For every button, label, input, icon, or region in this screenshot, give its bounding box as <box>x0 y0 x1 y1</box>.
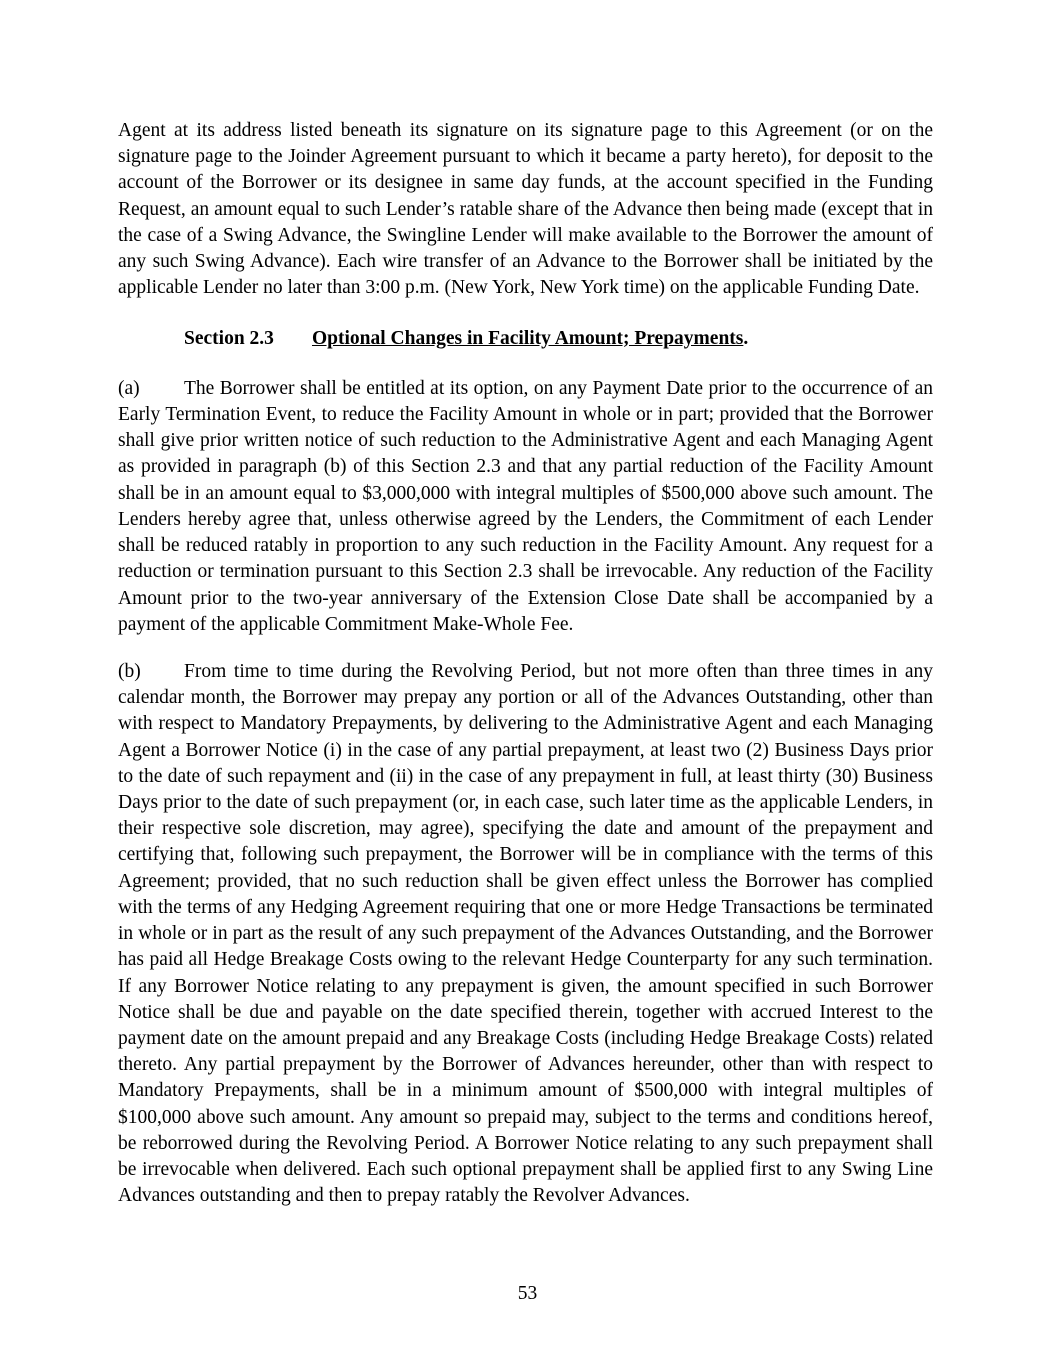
clause-a <box>118 376 933 638</box>
paragraph-continued <box>118 118 933 302</box>
section-number: Section 2.3 <box>184 327 274 349</box>
clause-a-text: The Borrower shall be entitled at its option, on any Payment Date prior to the occurrence of an Early Termination Event, to reduce the Facility Amount in whole or in part; provided that the Borrower shall give prior written notice of such reduction to the Administrative Agent and each Managing Agent as provided in paragraph (b) of this Section 2.3 and that any partial reduction of the Facility Amount shall be in an amount equal to $3,000,000 with integral multiples of $500,000 above such amount. The Lenders hereby agree that, unless otherwise agreed by the Lenders, the Commitment of each Lender shall be reduced ratably in proportion to any such reduction in the Facility Amount. Any request for a reduction or termination pursuant to this Section 2.3 shall be irrevocable. Any reduction of the Facility Amount prior to the two-year anniversary of the Extension Close Date shall be accompanied by a payment of the applicable Commitment Make-Whole Fee. <box>118 377 933 635</box>
section-heading <box>118 326 933 352</box>
page-number: 53 <box>517 1283 538 1304</box>
clause-a-label: (a) <box>118 377 140 399</box>
section-title: Optional Changes in Facility Amount; Prepayments <box>312 327 744 349</box>
section-title-period: . <box>743 327 749 349</box>
clause-b-label: (b) <box>118 660 141 682</box>
clause-b-text: From time to time during the Revolving Period, but not more often than three times in any calendar month, the Borrower may prepay any portion or all of the Advances Outstanding, other than with respect to Mandatory Prepayments, by delivering to the Administrative Agent and each Managing Agent a Borrower Notice (i) in the case of any partial prepayment, at least two (2) Business Days prior to the date of such repayment and (ii) in the case of any prepayment in full, at least thirty (30) Business Days prior to the date of such prepayment (or, in each case, such later time as the applicable Lenders, in their respective sole discretion, may agree), specifying the date and amount of the prepayment and certifying that, following such prepayment, the Borrower will be in compliance with the terms of this Agreement; provided, that no such reduction shall be given effect unless the Borrower has complied with the terms of any Hedging Agreement requiring that one or more Hedge Transactions be terminated in whole or in part as the result of any such prepayment of the Advances Outstanding, and the Borrower has paid all Hedge Breakage Costs owing to the relevant Hedge Counterparty for any such termination. If any Borrower Notice relating to any prepayment is given, the amount specified in such Borrower Notice shall be due and payable on the date specified therein, together with accrued Interest to the payment date on the amount prepaid and any Breakage Costs (including Hedge Breakage Costs) related thereto. Any partial prepayment by the Borrower of Advances hereunder, other than with respect to Mandatory Prepayments, shall be in a minimum amount of $500,000 with integral multiples of $100,000 above such amount. Any amount so prepaid may, subject to the terms and conditions hereof, be reborrowed during the Revolving Period. A Borrower Notice relating to any such prepayment shall be irrevocable when delivered. Each such optional prepayment shall be applied first to any Swing Line Advances outstanding and then to prepay ratably the Revolver Advances. <box>118 660 933 1207</box>
paragraph-text: Agent at its address listed beneath its signature on its signature page to this Agreement (or on the signature page to the Joinder Agreement pursuant to which it became a party hereto), for deposit to the account of the Borrower or its designee in same day funds, at the account specified in the Funding Request, an amount equal to such Lender’s ratable share of the Advance then being made (except that in the case of a Swing Advance, the Swingline Lender will make available to the Borrower the amount of any such Swing Advance). Each wire transfer of an Advance to the Borrower shall be initiated by the applicable Lender no later than 3:00 p.m. (New York, New York time) on the applicable Funding Date. <box>118 120 933 299</box>
clause-b <box>118 659 933 1210</box>
